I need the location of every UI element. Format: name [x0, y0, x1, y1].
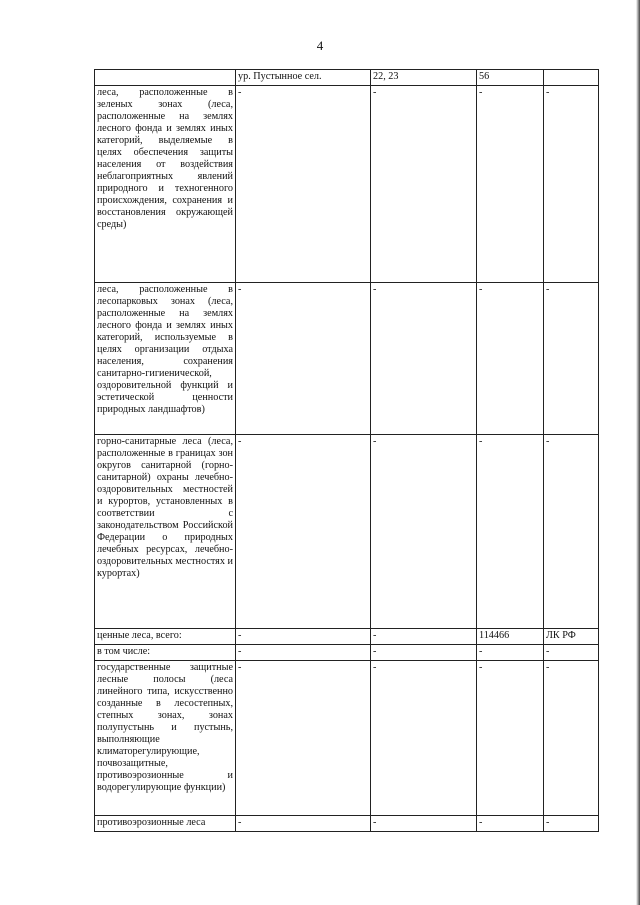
- header-cell-area: 56: [477, 70, 544, 86]
- row-name-cell: в том числе:: [95, 645, 236, 661]
- table-cell: -: [236, 661, 371, 816]
- table-header-row: [95, 70, 599, 86]
- table-cell: -: [371, 661, 477, 816]
- table-cell: ЛК РФ: [544, 629, 599, 645]
- table-cell: -: [236, 86, 371, 283]
- table-cell: -: [477, 645, 544, 661]
- table-row: [95, 86, 599, 283]
- table-cell: 114466: [477, 629, 544, 645]
- table-row: [95, 661, 599, 816]
- table-cell: -: [371, 816, 477, 832]
- table-cell: -: [371, 283, 477, 435]
- table-cell: -: [236, 435, 371, 629]
- table-row: [95, 816, 599, 832]
- table-cell: -: [544, 283, 599, 435]
- header-cell-category: [95, 70, 236, 86]
- header-cell-quarters: 22, 23: [371, 70, 477, 86]
- table-row: [95, 435, 599, 629]
- table-cell: -: [477, 816, 544, 832]
- table-cell: -: [544, 86, 599, 283]
- table-cell: -: [544, 645, 599, 661]
- table-cell: -: [544, 435, 599, 629]
- row-name-cell: леса, расположенные в зеленых зонах (леса, расположенные на землях лесного фонда и землях иных категорий, выделяемые в целях обеспечения защиты населения от воздействия неблагоприятных явлений природного и техногенного происхождения, сохранения и восстановления окружающей среды): [95, 86, 236, 283]
- table-cell: -: [236, 283, 371, 435]
- table-cell: -: [544, 816, 599, 832]
- row-name-cell: горно-санитарные леса (леса, расположенные в границах зон округов санитарной (горно-санитарной) охраны лечебно-оздоровительных местностей и курортов, установленных в соответствии с законодательством Российской Федерации о природных лечебных ресурсах, лечебно-оздоровительных местностях и курортах): [95, 435, 236, 629]
- table-row: [95, 283, 599, 435]
- table-cell: -: [477, 435, 544, 629]
- table-cell: -: [544, 661, 599, 816]
- table-cell: -: [236, 816, 371, 832]
- table-cell: -: [477, 283, 544, 435]
- table-cell: -: [371, 435, 477, 629]
- page-number: 4: [316, 38, 324, 53]
- table-cell: -: [236, 645, 371, 661]
- table-cell: -: [371, 645, 477, 661]
- table-row: [95, 629, 599, 645]
- table-cell: -: [477, 661, 544, 816]
- row-name-cell: ценные леса, всего:: [95, 629, 236, 645]
- table-cell: -: [371, 86, 477, 283]
- forest-category-table: [94, 69, 599, 832]
- row-name-cell: противоэрозионные леса: [95, 816, 236, 832]
- header-cell-location: ур. Пустынное сел.: [236, 70, 371, 86]
- table-cell: -: [477, 86, 544, 283]
- table-cell: -: [236, 629, 371, 645]
- table-row: [95, 645, 599, 661]
- header-cell-basis: [544, 70, 599, 86]
- row-name-cell: леса, расположенные в лесопарковых зонах (леса, расположенные на землях лесного фонда и землях иных категорий, используемые в целях организации отдыха населения, сохранения санитарно-гигиенической, оздоровительной функций и эстетической ценности природных ландшафтов): [95, 283, 236, 435]
- row-name-cell: государственные защитные лесные полосы (леса линейного типа, искусственно созданные в лесостепных, степных зонах, зонах полупустынь и пустынь, выполняющие климаторегулирующие, почвозащитные, противоэрозионные и водорегулирующие функции): [95, 661, 236, 816]
- table-cell: -: [371, 629, 477, 645]
- scan-edge-shadow: [636, 0, 640, 905]
